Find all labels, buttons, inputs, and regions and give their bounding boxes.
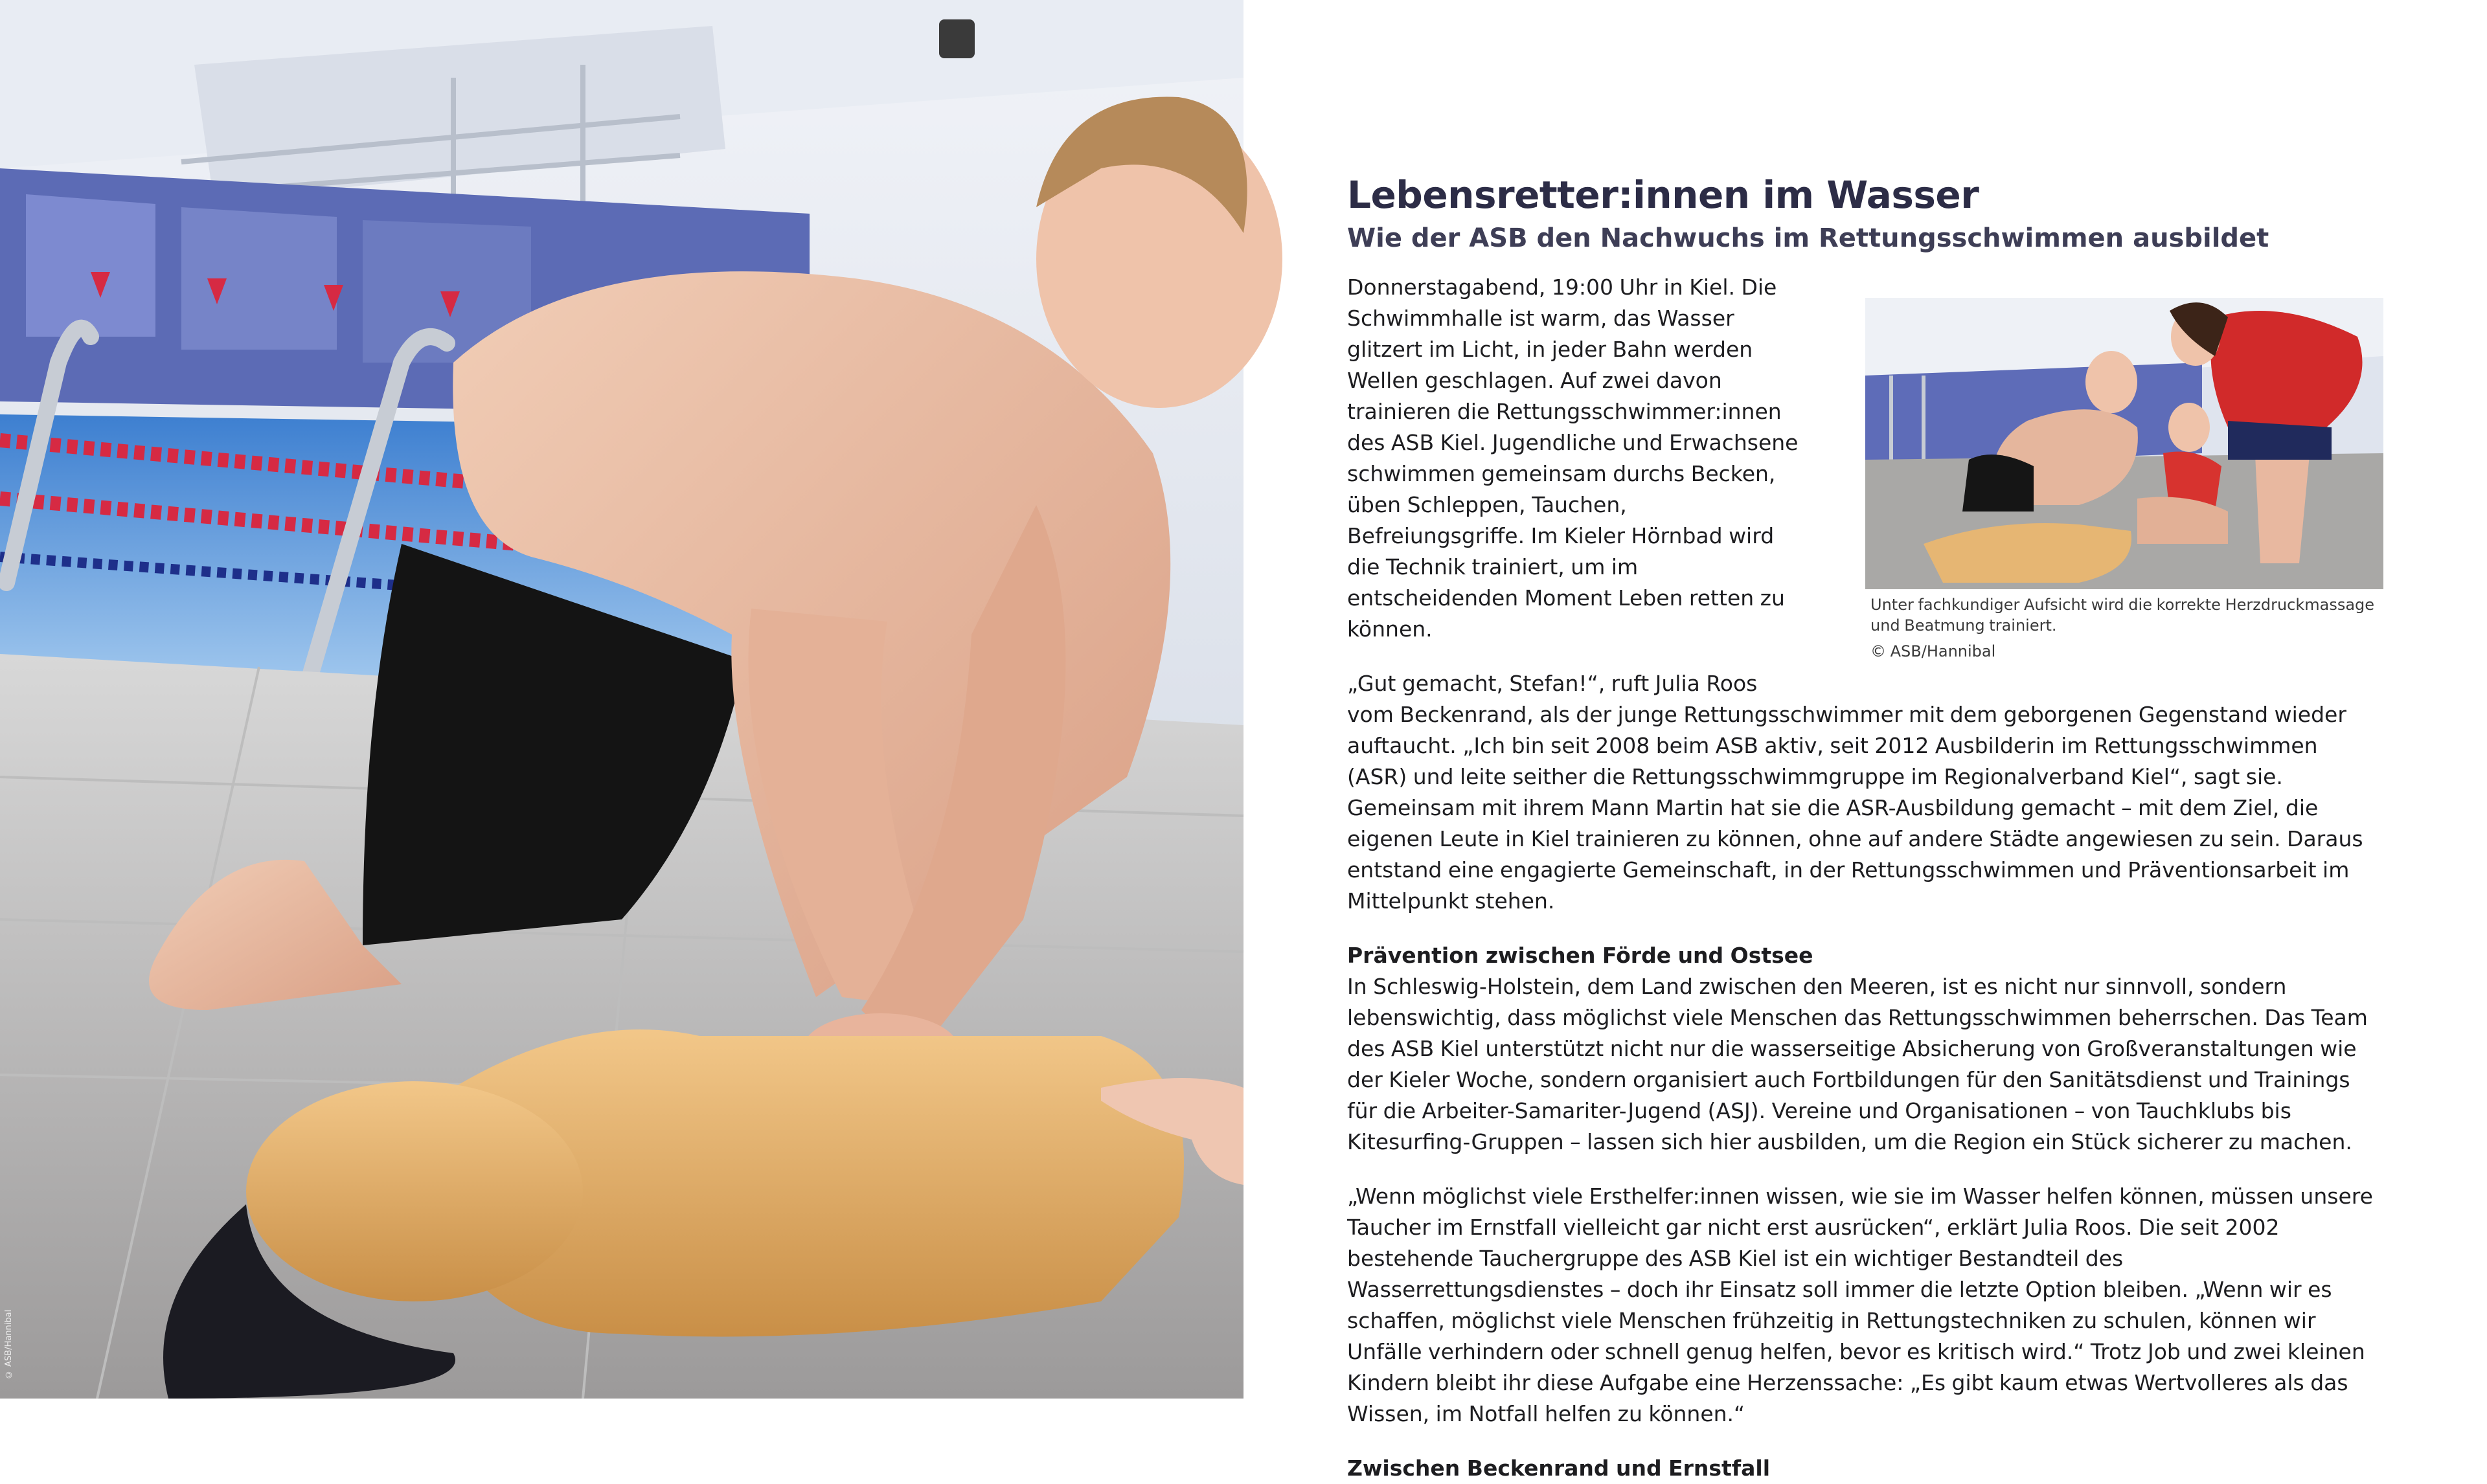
hero-photo-credit: © ASB/Hannibal	[4, 1309, 14, 1379]
article-paragraph: „Wenn möglichst viele Ersthelfer:innen wissen, wie sie im Wasser helfen können, müssen unsere Taucher im Ernstfall vielleicht gar nicht erst ausrücken“, erklärt Julia Roos. Die seit 2002 bestehende Tauchergruppe des ASB Kiel ist ein wichtiger Bestandteil des Wasserrettungsdienstes – doch ihr Einsatz soll immer die letzte Option bleiben. „Wenn wir es schaffen, möglichst viele Menschen frühzeitig in Rettungstechniken zu schulen, können wir Unfälle verhindern oder schnell genug helfen, bevor es kritisch wird.“ Trotz Job und zwei kleinen Kindern bleibt ihr diese Aufgabe eine Herzenssache: „Es gibt kaum etwas Wertvolleres als das Wissen, im Notfall helfen zu können.“	[1347, 1184, 2373, 1426]
hero-illustration	[0, 0, 1244, 1399]
article-title: Lebensretter:innen im Wasser	[1347, 173, 1979, 217]
article-paragraph: „Gut gemacht, Stefan!“, ruft Julia Roos vom Beckenrand, als der junge Rettungsschwimmer mit dem geborgenen Gegenstand wieder auftaucht. „Ich bin seit 2008 beim ASB aktiv, seit 2012 Ausbilderin im Rettungsschwimmen (ASR) und leite seither die Rettungsschwimmgruppe im Regionalverband Kiel“, sagt sie. Gemeinsam mit ihrem Mann Martin hat sie die ASR-Ausbildung gemacht – mit dem Ziel, die eigenen Leute in Kiel trainieren zu können, ohne auf andere Städte angewiesen zu sein. Daraus entstand eine engagierte Gemeinschaft, in der Rettungsschwimmen und Präventionsarbeit im Mittelpunkt stehen.	[1347, 671, 2363, 914]
article-subtitle: Wie der ASB den Nachwuchs im Rettungsschwimmen ausbildet	[1347, 223, 2269, 253]
figure-photo	[1865, 298, 2383, 589]
figure-credit: © ASB/Hannibal	[1870, 642, 1996, 660]
article	[1347, 170, 2383, 1484]
section-heading: Zwischen Beckenrand und Ernstfall	[1347, 1456, 1771, 1481]
section-heading: Prävention zwischen Förde und Ostsee	[1347, 943, 1813, 968]
hero-photo	[0, 0, 1244, 1399]
figure-caption: Unter fachkundiger Aufsicht wird die korrekte Herzdruckmassage und Beatmung trainiert.	[1870, 596, 2375, 635]
article-paragraph: In Schleswig-Holstein, dem Land zwischen den Meeren, ist es nicht nur sinnvoll, sondern lebenswichtig, dass möglichst viele Menschen das Rettungsschwimmen beherrschen. Das Team des ASB Kiel unterstützt nicht nur die wasserseitige Absicherung von Großveranstaltungen wie der Kieler Woche, sondern organisiert auch Fortbildungen für den Sanitätsdienst und Trainings für die Arbeiter-Samariter-Jugend (ASJ). Vereine und Organisationen – von Tauchklubs bis Kitesurfing-Gruppen – lassen sich hier ausbilden, um die Region ein Stück sicherer zu machen.	[1347, 974, 2368, 1154]
article-paragraph: Donnerstagabend, 19:00 Uhr in Kiel. Die Schwimmhalle ist warm, das Wasser glitzert im Licht, in jeder Bahn werden Wellen geschlagen. Auf zwei davon trainieren die Rettungsschwimmer:innen des ASB Kiel. Jugendliche und Erwachsene schwimmen gemeinsam durchs Becken, üben Schleppen, Tauchen, Befreiungsgriffe. Im Kieler Hörnbad wird die Technik trainiert, um im entscheidenden Moment Leben retten zu können.	[1347, 275, 1799, 642]
article-body	[1347, 272, 2383, 1484]
article-figure	[1865, 298, 2383, 662]
